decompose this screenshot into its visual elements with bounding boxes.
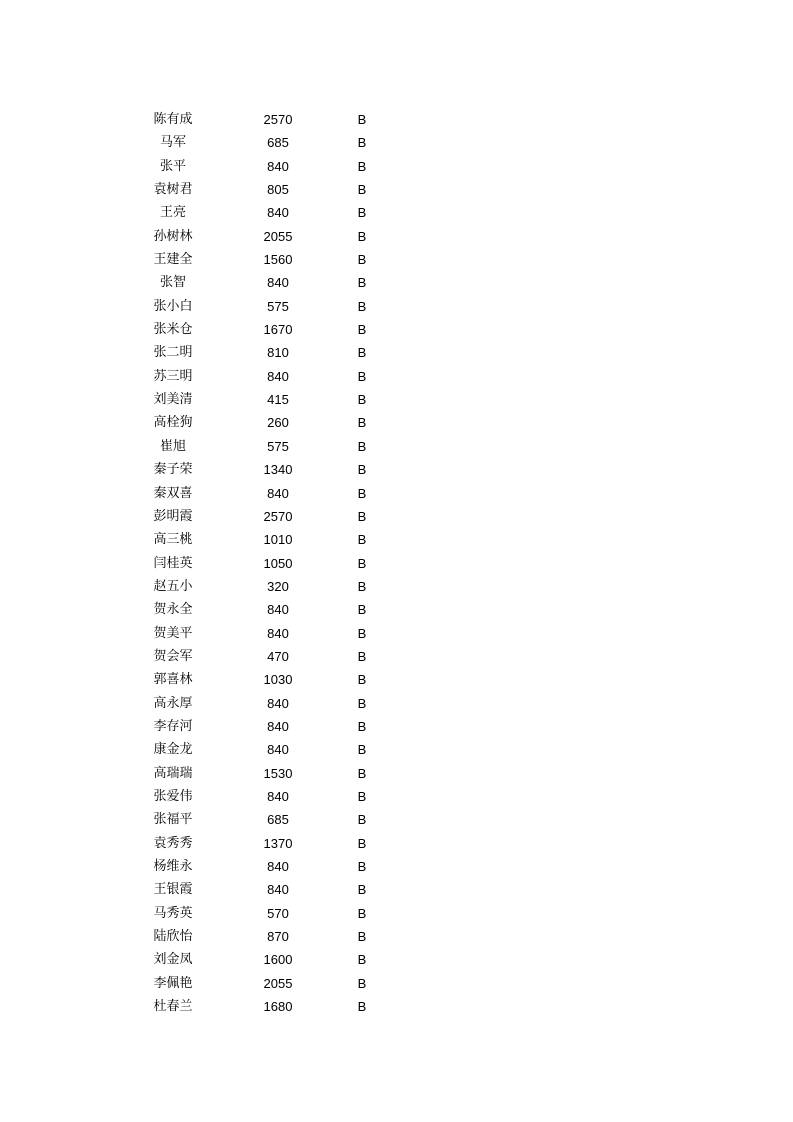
grade-cell: B xyxy=(357,158,367,174)
table-row xyxy=(0,435,793,458)
amount-cell: 1560 xyxy=(263,252,293,268)
table-row xyxy=(0,108,793,131)
name-cell: 崔旭 xyxy=(159,438,186,454)
amount-cell: 840 xyxy=(267,485,289,501)
amount-cell: 1680 xyxy=(263,999,293,1015)
grade-cell: B xyxy=(357,368,367,384)
table-row xyxy=(0,925,793,948)
grade-cell: B xyxy=(357,112,367,127)
table-row xyxy=(0,622,793,645)
amount-cell: 840 xyxy=(267,625,289,641)
name-cell: 高三桃 xyxy=(153,532,193,548)
amount-cell: 840 xyxy=(267,158,289,174)
table-row xyxy=(0,598,793,621)
name-cell: 张智 xyxy=(159,275,186,291)
amount-cell: 840 xyxy=(267,695,289,711)
grade-cell: B xyxy=(357,695,367,711)
name-cell: 王亮 xyxy=(159,205,186,221)
amount-cell: 1340 xyxy=(263,462,293,478)
amount-cell: 2055 xyxy=(263,228,293,244)
grade-cell: B xyxy=(357,742,367,758)
amount-cell: 805 xyxy=(267,182,289,198)
grade-cell: B xyxy=(357,322,367,338)
grade-cell: B xyxy=(357,648,367,664)
amount-cell: 1030 xyxy=(263,672,293,688)
name-cell: 陆欣怡 xyxy=(153,929,193,945)
name-cell: 贺美平 xyxy=(153,625,193,641)
amount-cell: 570 xyxy=(267,905,289,921)
table-row xyxy=(0,878,793,901)
amount-cell: 810 xyxy=(267,345,289,361)
name-cell: 陈有成 xyxy=(153,112,193,127)
amount-cell: 840 xyxy=(267,368,289,384)
name-cell: 彭明霞 xyxy=(153,508,193,524)
grade-cell: B xyxy=(357,298,367,314)
name-cell: 李佩艳 xyxy=(153,975,193,991)
table-row xyxy=(0,645,793,668)
name-cell: 贺永全 xyxy=(153,602,193,618)
table-row xyxy=(0,948,793,971)
name-cell: 张福平 xyxy=(153,812,193,828)
amount-cell: 840 xyxy=(267,275,289,291)
grade-cell: B xyxy=(357,625,367,641)
name-cell: 袁树君 xyxy=(153,182,193,198)
name-cell: 高永厚 xyxy=(153,695,193,711)
table-row xyxy=(0,995,793,1018)
grade-cell: B xyxy=(357,182,367,198)
amount-cell: 840 xyxy=(267,718,289,734)
table-row xyxy=(0,248,793,271)
grade-cell: B xyxy=(357,438,367,454)
table-row xyxy=(0,902,793,925)
amount-cell: 840 xyxy=(267,788,289,804)
table-row xyxy=(0,832,793,855)
amount-cell: 1010 xyxy=(263,532,293,548)
grade-cell: B xyxy=(357,578,367,594)
grade-cell: B xyxy=(357,205,367,221)
table-row xyxy=(0,318,793,341)
table-row xyxy=(0,808,793,831)
name-cell: 康金龙 xyxy=(153,742,193,758)
name-cell: 苏三明 xyxy=(153,368,193,384)
grade-cell: B xyxy=(357,952,367,968)
grade-cell: B xyxy=(357,835,367,851)
amount-cell: 1530 xyxy=(263,765,293,781)
table-row xyxy=(0,482,793,505)
grade-cell: B xyxy=(357,228,367,244)
grade-cell: B xyxy=(357,275,367,291)
grade-cell: B xyxy=(357,929,367,945)
table-row xyxy=(0,411,793,434)
table-row xyxy=(0,388,793,411)
grade-cell: B xyxy=(357,508,367,524)
table-row xyxy=(0,201,793,224)
amount-cell: 840 xyxy=(267,205,289,221)
table-row xyxy=(0,552,793,575)
amount-cell: 840 xyxy=(267,859,289,874)
amount-cell: 575 xyxy=(267,298,289,314)
amount-cell: 2570 xyxy=(263,508,293,524)
amount-cell: 840 xyxy=(267,742,289,758)
table-row xyxy=(0,341,793,364)
table-row xyxy=(0,972,793,995)
grade-cell: B xyxy=(357,392,367,408)
grade-cell: B xyxy=(357,415,367,431)
name-cell: 杨维永 xyxy=(153,859,193,874)
amount-cell: 470 xyxy=(267,648,289,664)
name-cell: 高瑞瑞 xyxy=(153,765,193,781)
name-cell: 王银霞 xyxy=(153,882,193,898)
name-cell: 张爱伟 xyxy=(153,788,193,804)
grade-cell: B xyxy=(357,135,367,151)
grade-cell: B xyxy=(357,462,367,478)
grade-cell: B xyxy=(357,999,367,1015)
amount-cell: 1600 xyxy=(263,952,293,968)
amount-cell: 1370 xyxy=(263,835,293,851)
name-cell: 贺会军 xyxy=(153,648,193,664)
amount-cell: 1050 xyxy=(263,555,293,571)
table-row xyxy=(0,271,793,294)
table-row xyxy=(0,715,793,738)
name-cell: 刘金凤 xyxy=(153,952,193,968)
table-row xyxy=(0,762,793,785)
name-cell: 秦子荣 xyxy=(153,462,193,478)
name-cell: 闫桂英 xyxy=(153,555,193,571)
amount-cell: 415 xyxy=(267,392,289,408)
amount-cell: 840 xyxy=(267,882,289,898)
grade-cell: B xyxy=(357,602,367,618)
name-cell: 王建全 xyxy=(153,252,193,268)
name-cell: 张米仓 xyxy=(153,322,193,338)
grade-cell: B xyxy=(357,882,367,898)
grade-cell: B xyxy=(357,975,367,991)
grade-cell: B xyxy=(357,788,367,804)
table-row xyxy=(0,855,793,878)
grade-cell: B xyxy=(357,905,367,921)
table-row xyxy=(0,528,793,551)
name-cell: 郭喜林 xyxy=(153,672,193,688)
amount-cell: 2055 xyxy=(263,975,293,991)
table-row xyxy=(0,295,793,318)
name-cell: 马军 xyxy=(159,135,186,151)
amount-cell: 685 xyxy=(267,812,289,828)
table-row xyxy=(0,692,793,715)
amount-cell: 870 xyxy=(267,929,289,945)
grade-cell: B xyxy=(357,555,367,571)
table-row xyxy=(0,225,793,248)
table-row xyxy=(0,738,793,761)
table-row xyxy=(0,785,793,808)
grade-cell: B xyxy=(357,252,367,268)
name-cell: 高栓狗 xyxy=(153,415,193,431)
table-row xyxy=(0,365,793,388)
amount-cell: 840 xyxy=(267,602,289,618)
data-table xyxy=(0,108,793,1018)
table-row xyxy=(0,155,793,178)
table-row xyxy=(0,458,793,481)
amount-cell: 1670 xyxy=(263,322,293,338)
table-row xyxy=(0,178,793,201)
grade-cell: B xyxy=(357,485,367,501)
name-cell: 秦双喜 xyxy=(153,485,193,501)
table-row xyxy=(0,575,793,598)
grade-cell: B xyxy=(357,718,367,734)
grade-cell: B xyxy=(357,345,367,361)
amount-cell: 685 xyxy=(267,135,289,151)
name-cell: 张小白 xyxy=(153,298,193,314)
amount-cell: 2570 xyxy=(263,112,293,127)
table-row xyxy=(0,131,793,154)
grade-cell: B xyxy=(357,672,367,688)
grade-cell: B xyxy=(357,859,367,874)
name-cell: 袁秀秀 xyxy=(153,835,193,851)
name-cell: 张平 xyxy=(159,158,186,174)
grade-cell: B xyxy=(357,532,367,548)
amount-cell: 260 xyxy=(267,415,289,431)
name-cell: 赵五小 xyxy=(153,578,193,594)
table-row xyxy=(0,505,793,528)
name-cell: 李存河 xyxy=(153,718,193,734)
name-cell: 刘美清 xyxy=(153,392,193,408)
name-cell: 马秀英 xyxy=(153,905,193,921)
grade-cell: B xyxy=(357,812,367,828)
name-cell: 张二明 xyxy=(153,345,193,361)
table-row xyxy=(0,668,793,691)
grade-cell: B xyxy=(357,765,367,781)
name-cell: 孙树林 xyxy=(153,228,193,244)
amount-cell: 320 xyxy=(267,578,289,594)
name-cell: 杜春兰 xyxy=(153,999,193,1015)
amount-cell: 575 xyxy=(267,438,289,454)
